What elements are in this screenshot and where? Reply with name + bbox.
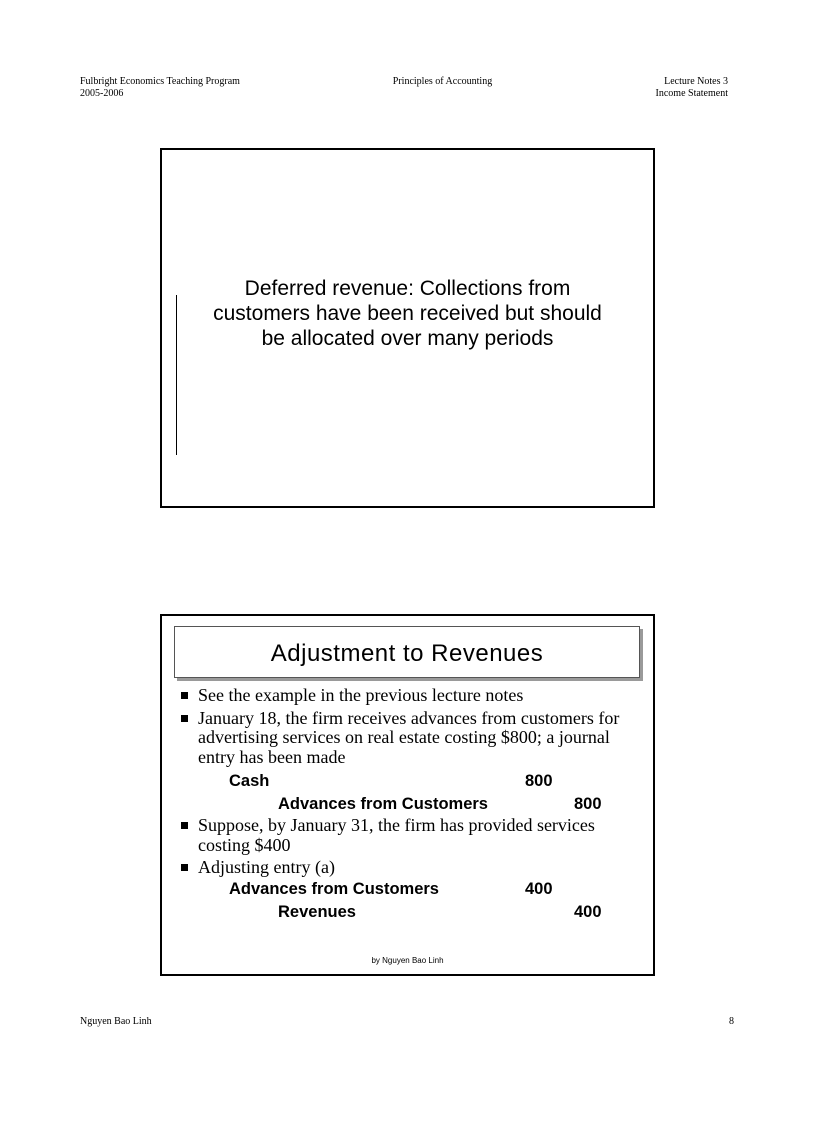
credit-account: Advances from Customers: [278, 795, 488, 813]
header-lecture: [656, 76, 728, 100]
header-year: 2005-2006: [80, 88, 124, 99]
bullet-square-icon: [181, 715, 188, 722]
bullet-square-icon: [181, 692, 188, 699]
credit-account: Revenues: [278, 902, 356, 921]
footer-author: Nguyen Bao Linh: [80, 1016, 152, 1027]
slide-adjustment-to-revenues: [160, 614, 655, 976]
journal-entry-1-credit: [178, 793, 648, 816]
bullet-square-icon: [181, 822, 188, 829]
journal-entry-1-debit: [178, 770, 648, 793]
slide-author-credit: by Nguyen Bao Linh: [371, 956, 444, 965]
slide-2-title-box: [174, 626, 640, 678]
slide-2-title: Adjustment to Revenues: [270, 640, 544, 667]
debit-amount: 800: [525, 772, 553, 790]
journal-entry-2-credit: [178, 901, 648, 924]
debit-amount: 400: [525, 879, 553, 898]
header-lecture-number: Lecture Notes 3: [664, 76, 728, 87]
bullet-text: See the example in the previous lecture notes: [198, 685, 524, 705]
credit-amount: 400: [574, 902, 602, 921]
bullet-item: [178, 709, 648, 768]
journal-entry-2-debit: [178, 878, 648, 901]
bullet-item: [178, 816, 648, 855]
bullet-item: [178, 858, 648, 878]
header-course: Principles of Accounting: [392, 76, 493, 87]
page-number: 8: [729, 1016, 734, 1027]
slide-2-bullet-list: [178, 686, 648, 924]
slide-divider-line: [176, 295, 177, 455]
bullet-item: [178, 686, 648, 706]
debit-account: Advances from Customers: [229, 879, 439, 898]
slide-1-text: Deferred revenue: Collections from customers have been received but should be allocated over many periods: [213, 277, 602, 350]
debit-account: Cash: [229, 772, 270, 790]
credit-amount: 800: [574, 795, 602, 813]
header-program: [80, 76, 240, 100]
bullet-text: January 18, the firm receives advances from customers for advertising services on real estate costing $800; a journal entry has been made: [198, 707, 620, 767]
slide-deferred-revenue: [160, 148, 655, 508]
bullet-square-icon: [181, 864, 188, 871]
header-topic: Income Statement: [655, 88, 728, 99]
bullet-text: Adjusting entry (a): [198, 857, 335, 877]
header-program-name: Fulbright Economics Teaching Program: [80, 76, 240, 87]
bullet-text: Suppose, by January 31, the firm has provided services costing $400: [198, 815, 595, 855]
